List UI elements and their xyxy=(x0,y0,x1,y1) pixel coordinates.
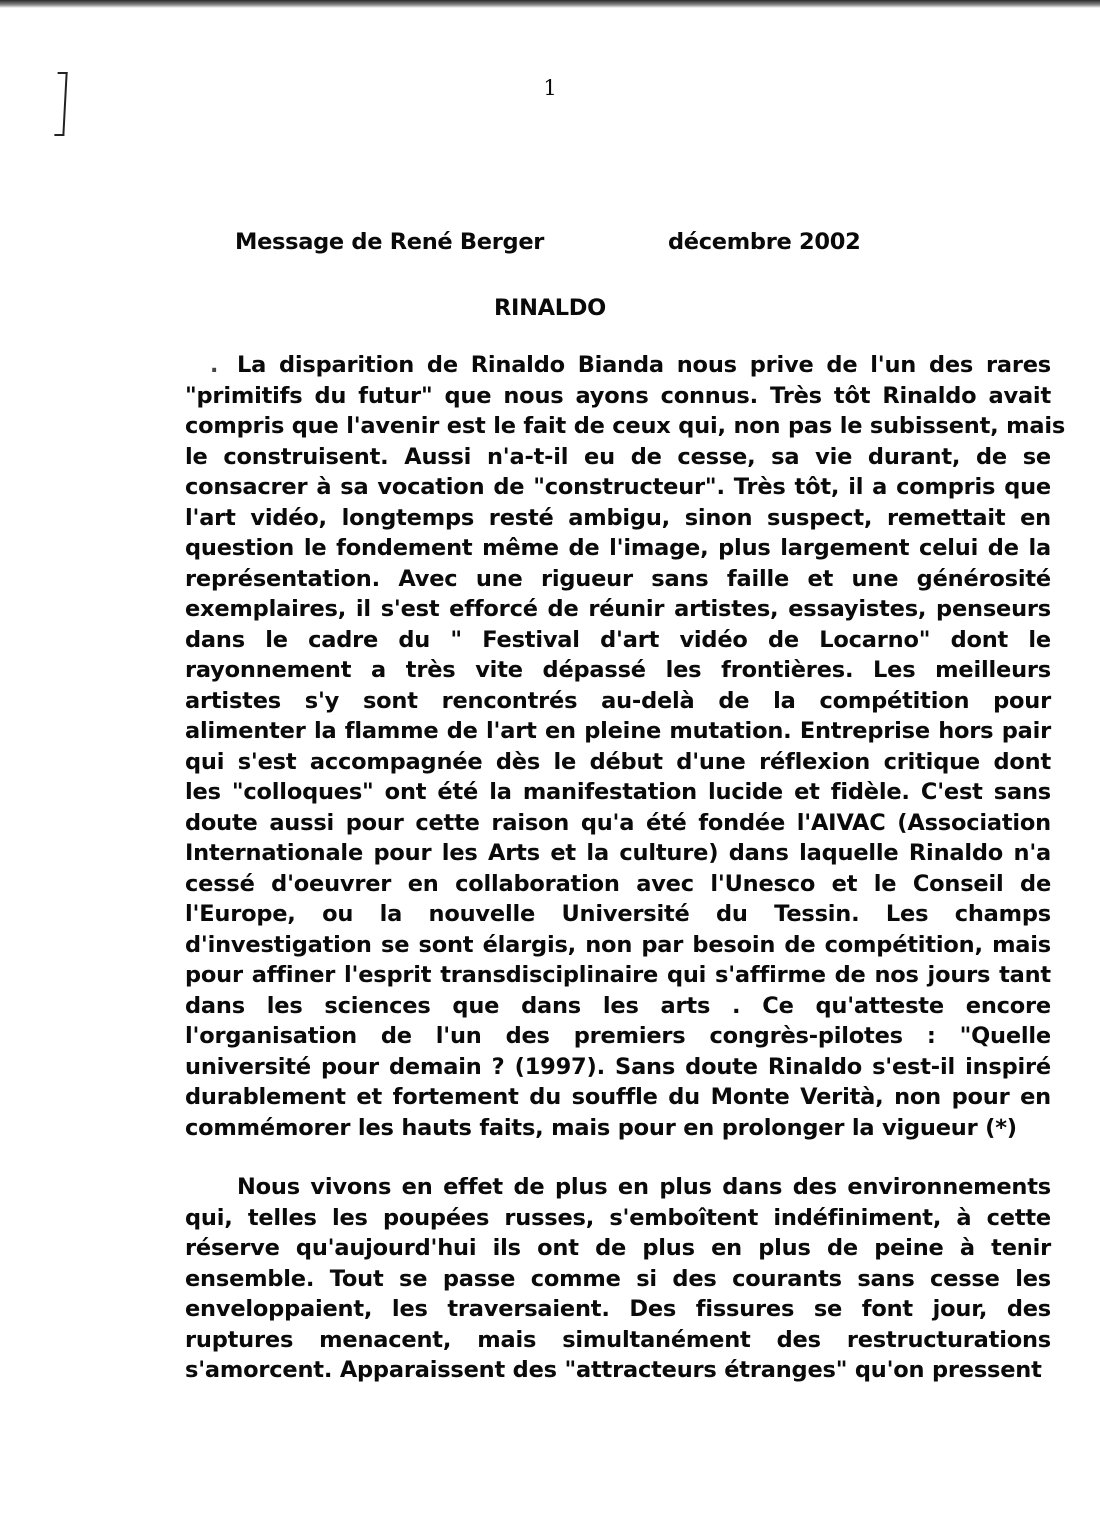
text-line: les "colloques" ont été la manifestation lucide et fidèle. C'est sans xyxy=(185,779,1051,805)
text-line: consacrer à sa vocation de "constructeur". Très tôt, il a compris que xyxy=(185,474,1051,500)
header-date: décembre 2002 xyxy=(668,229,861,255)
stray-dot-mark: . xyxy=(210,353,219,378)
text-line: ensemble. Tout se passe comme si des courants sans cesse les xyxy=(185,1265,1051,1292)
text-line: doute aussi pour cette raison qu'a été fondée l'AIVAC (Association xyxy=(185,809,1051,836)
text-line: Nous vivons en effet de plus en plus dans des environnements xyxy=(237,1174,1051,1200)
text-line: l'organisation de l'un des premiers congrès-pilotes : "Quelle xyxy=(185,1023,1051,1049)
text-line: commémorer les hauts faits, mais pour en prolonger la vigueur (*) xyxy=(185,1114,1017,1141)
text-line: Internationale pour les Arts et la culture) dans laquelle Rinaldo n'a xyxy=(185,840,1051,866)
text-line: qui, telles les poupées russes, s'emboîtent indéfiniment, à cette xyxy=(185,1204,1051,1231)
text-line: université pour demain ? (1997). Sans doute Rinaldo s'est-il inspiré xyxy=(185,1053,1051,1080)
text-line: compris que l'avenir est le fait de ceux qui, non pas le subissent, mais xyxy=(185,413,1066,439)
text-line: l'art vidéo, longtemps resté ambigu, sinon suspect, remettait en xyxy=(185,504,1051,531)
text-line: l'Europe, ou la nouvelle Université du Tessin. Les champs xyxy=(185,901,1051,927)
text-line: s'amorcent. Apparaissent des "attracteurs étranges" qu'on pressent xyxy=(185,1357,1042,1383)
text-line: cessé d'oeuvrer en collaboration avec l'Unesco et le Conseil de xyxy=(185,870,1051,897)
paragraph-2 xyxy=(185,1172,1051,1386)
paragraph-text xyxy=(185,350,1066,1143)
text-line: durablement et fortement du souffle du Monte Verità, non pour en xyxy=(185,1084,1051,1110)
text-line: pour affiner l'esprit transdisciplinaire qui s'affirme de nos jours tant xyxy=(185,962,1051,988)
text-line: dans le cadre du " Festival d'art vidéo de Locarno" dont le xyxy=(185,626,1051,653)
scan-top-edge xyxy=(0,0,1100,8)
text-line: alimenter la flamme de l'art en pleine mutation. Entreprise hors pair xyxy=(185,718,1051,744)
paragraph-text xyxy=(185,1172,1051,1386)
text-line: qui s'est accompagnée dès le début d'une réflexion critique dont xyxy=(185,748,1051,775)
text-line: dans les sciences que dans les arts . Ce qu'atteste encore xyxy=(185,992,1051,1019)
text-line: La disparition de Rinaldo Bianda nous prive de l'un des rares xyxy=(237,352,1051,378)
text-line: enveloppaient, les traversaient. Des fissures se font jour, des xyxy=(185,1296,1051,1322)
text-line: artistes s'y sont rencontrés au-delà de la compétition pour xyxy=(185,687,1051,714)
text-line: rayonnement a très vite dépassé les frontières. Les meilleurs xyxy=(185,657,1051,683)
document-title: RINALDO xyxy=(494,295,606,321)
paragraph-1 xyxy=(185,350,1066,1143)
text-line: exemplaires, il s'est efforcé de réunir artistes, essayistes, penseurs xyxy=(185,596,1051,622)
text-line: représentation. Avec une rigueur sans faille et une générosité xyxy=(185,565,1051,592)
text-line: d'investigation se sont élargis, non par besoin de compétition, mais xyxy=(185,931,1051,958)
page-number: 1 xyxy=(543,76,557,100)
header-author: Message de René Berger xyxy=(235,229,545,255)
text-line: le construisent. Aussi n'a-t-il eu de cesse, sa vie durant, de se xyxy=(185,443,1051,470)
text-line: ruptures menacent, mais simultanément des restructurations xyxy=(185,1326,1051,1353)
text-line: "primitifs du futur" que nous ayons connus. Très tôt Rinaldo avait xyxy=(185,382,1051,409)
text-line: réserve qu'aujourd'hui ils ont de plus en plus de peine à tenir xyxy=(185,1235,1051,1261)
text-line: question le fondement même de l'image, plus largement celui de la xyxy=(185,535,1051,561)
